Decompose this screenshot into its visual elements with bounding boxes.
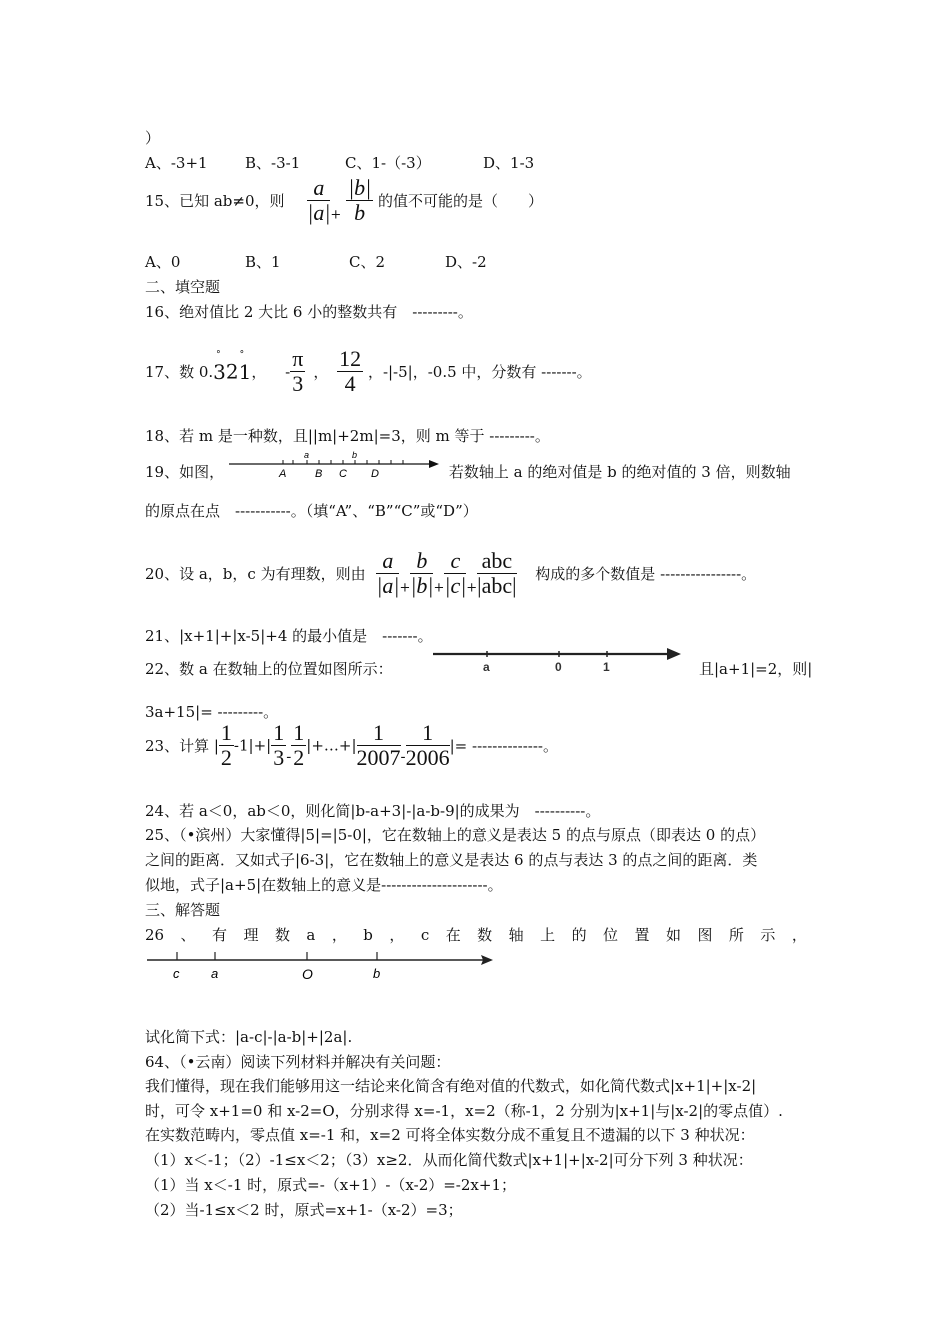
q26-word: 上: [540, 926, 556, 944]
q26-word: 有: [212, 926, 228, 944]
q19-number-line: [227, 450, 441, 480]
q15-option-d: D、-2: [445, 253, 487, 271]
q14-option-a: A、-3+1: [145, 154, 208, 172]
q21: 21、|x+1|+|x-5|+4 的最小值是 -------。: [145, 627, 433, 645]
q15-fraction-b: $\frac{|b|}{b}$: [348, 175, 372, 225]
q14-option-c: C、1-（-3）: [345, 154, 431, 172]
arrow-icon: [429, 460, 439, 468]
q23-fraction-2007: $\frac{1}{2007}$: [356, 720, 401, 770]
label-origin: O: [302, 966, 313, 982]
q20-fraction-b: $\frac{b}{|b|}$: [410, 548, 434, 598]
q17-repeating-1: 1 °: [238, 349, 252, 384]
q23-question: 23、计算 | $\frac{1}{2}$ -1|+| $\frac{1}{3}$ - $\frac{1}{2}$ |+…+| $\frac{1}{2007}$ - $\frac{1}{2006}$ |= --------------。: [145, 720, 558, 770]
q14-options: [145, 153, 534, 173]
q64-line2: 我们懂得，现在我们能够用这一结论来化简含有绝对值的代数式，如化简代数式|x+1|+|x-2|: [145, 1077, 757, 1095]
q20-fraction-c: $\frac{c}{|c|}$: [444, 548, 467, 598]
q25-line3: 似地，式子|a+5|在数轴上的意义是---------------------。: [145, 876, 503, 894]
point-label-b: b: [352, 450, 358, 460]
point-label-a: a: [304, 450, 310, 460]
q18: 18、若 m 是一种数，且||m|+2m|=3，则 m 等于 ---------。: [145, 427, 550, 445]
q26-word: b: [363, 926, 373, 944]
repeat-dot-icon: °: [216, 349, 221, 360]
q23-fraction-third: $\frac{1}{3}$: [273, 720, 285, 770]
section-title-solve: 三、解答题: [145, 901, 221, 919]
q26-word: 理: [243, 926, 259, 944]
q26-word: 示: [760, 926, 776, 944]
q15-options: [145, 252, 487, 272]
q26-word: 、: [180, 926, 196, 944]
q19-question: 19、如图， A a B C b D 若数轴上 a 的绝对值是 b 的绝对值的 3 倍，则数轴: [145, 450, 791, 481]
q26-word: ，: [791, 926, 807, 944]
q15-option-b: B、1: [245, 253, 281, 271]
q17-fraction-12-4: $\frac{12}{4}$: [339, 346, 362, 396]
q23-fraction-half: $\frac{1}{2}$: [220, 720, 232, 770]
q26-number-line: [145, 948, 495, 984]
q15-option-a: A、0: [145, 253, 181, 271]
repeat-dot-icon: °: [239, 349, 245, 360]
q25-line1: 25、（•滨州）大家懂得|5|=|5-0|，它在数轴上的意义是表达 5 的点与原点（即表达 0 的点）: [145, 826, 766, 844]
q16: 16、绝对值比 2 大比 6 小的整数共有 ---------。: [145, 303, 473, 321]
q14-option-b: B、-3-1: [245, 154, 301, 172]
q17-question: 17、数 0.3 ° 21 ° ， - $\frac{\pi}{3}$ ， $\frac{12}{4}$ ，-|-5|，-0.5 中，分数有 -------。: [145, 346, 592, 396]
q26-word: c: [420, 926, 430, 944]
q24: 24、若 a＜0，ab＜0，则化简|b-a+3|-|a-b-9|的成果为 ----------。: [145, 802, 601, 820]
q26-word: a: [306, 926, 316, 944]
q22-question: 22、数 a 在数轴上的位置如图所示： a 0 1 且|a+1|=2，则|: [145, 659, 393, 679]
q26-question: [145, 925, 807, 945]
point-label-D: D: [371, 468, 379, 480]
q26-word: 图: [697, 926, 713, 944]
q26-word: 如: [665, 926, 681, 944]
q20-fraction-abc: $\frac{\text{abc}}{\text{|abc|}}$: [477, 548, 517, 598]
label-c: c: [173, 966, 180, 981]
q20-fraction-a: $\frac{a}{|a|}$: [376, 548, 400, 598]
q25-line2: 之间的距离．又如式子|6-3|，它在数轴上的意义是表达 6 的点与表达 3 的点之间的距离．类: [145, 851, 758, 869]
q26-word: 26: [145, 926, 165, 944]
tick-marks: [283, 460, 403, 464]
q26-word: 轴: [508, 926, 524, 944]
q14-option-d: D、1-3: [483, 154, 535, 172]
q22-number-line: [431, 647, 683, 679]
label-0: 0: [555, 660, 562, 674]
point-label-C: C: [339, 468, 347, 480]
q19-line2: 的原点在点 -----------。（填“A”、“B”“C”或“D”）: [145, 502, 478, 520]
q64-line1: 64、（•云南）阅读下列材料并解决有关问题：: [145, 1053, 451, 1071]
q14-tail: ）: [145, 129, 161, 147]
q64-line4: 在实数范畴内，零点值 x=-1 和，x=2 可将全体实数分成不重复且不遗漏的以下 3 种状况：: [145, 1126, 755, 1144]
q20-question: 20、设 a，b，c 为有理数，则由 $\frac{a}{|a|}$ + $\frac{b}{|b|}$ + $\frac{c}{|c|}$ + $\frac{\text{abc}}{\text{|abc|}}$ 构成的多个数值是 ----------------。: [145, 548, 757, 598]
q26-line2: 试化简下式：|a-c|-|a-b|+|2a|.: [145, 1028, 353, 1046]
q23-fraction-half-2: $\frac{1}{2}$: [293, 720, 305, 770]
section-title-fill-in: 二、填空题: [145, 278, 221, 296]
label-a: a: [483, 660, 490, 674]
q15-option-c: C、2: [349, 253, 386, 271]
q26-word: 数: [477, 926, 493, 944]
point-label-A: A: [279, 468, 287, 480]
q64-line7: （2）当-1≤x＜2 时，原式=x+1-（x-2）=3；: [145, 1201, 463, 1219]
q26-word: 位: [603, 926, 619, 944]
label-1: 1: [603, 660, 610, 674]
point-label-B: B: [315, 468, 323, 480]
q17-fraction-pi: $\frac{\pi}{3}$: [292, 346, 304, 396]
q15-suffix: 的值不可能的是（ ）: [377, 192, 543, 210]
label-a: a: [211, 966, 219, 981]
q23-fraction-2006: $\frac{1}{2006}$: [405, 720, 450, 770]
q15-prefix: 15、已知 ab≠0，则: [145, 192, 285, 210]
q26-word: 所: [728, 926, 744, 944]
q26-word: 的: [571, 926, 587, 944]
q26-word: ，: [389, 926, 405, 944]
q15-fraction-a: $\frac{a}{|a|}$: [307, 175, 331, 225]
q22-line2: 3a+15|= ---------。: [145, 703, 279, 721]
label-b: b: [373, 966, 381, 981]
q26-word: 数: [274, 926, 290, 944]
q26-word: 置: [634, 926, 650, 944]
q26-word: 在: [445, 926, 461, 944]
q64-line3: 时，可令 x+1=0 和 x-2=O，分别求得 x=-1，x=2（称-1，2 分别为|x+1|与|x-2|的零点值）.: [145, 1102, 783, 1120]
q64-line6: （1）当 x＜-1 时，原式=-（x+1）-（x-2）=-2x+1；: [145, 1176, 516, 1194]
arrow-icon: [667, 648, 681, 660]
q17-repeating-3: 3 °: [213, 349, 226, 384]
q26-word: ，: [331, 926, 347, 944]
q15-question: 15、已知 ab≠0，则 $\frac{a}{|a|}$ + $\frac{|b|}{b}$ 的值不可能的是（ ）: [145, 175, 543, 225]
q64-line5: （1）x＜-1；（2）-1≤x＜2；（3）x≥2．从而化简代数式|x+1|+|x-2|可分下列 3 种状况：: [145, 1151, 753, 1169]
